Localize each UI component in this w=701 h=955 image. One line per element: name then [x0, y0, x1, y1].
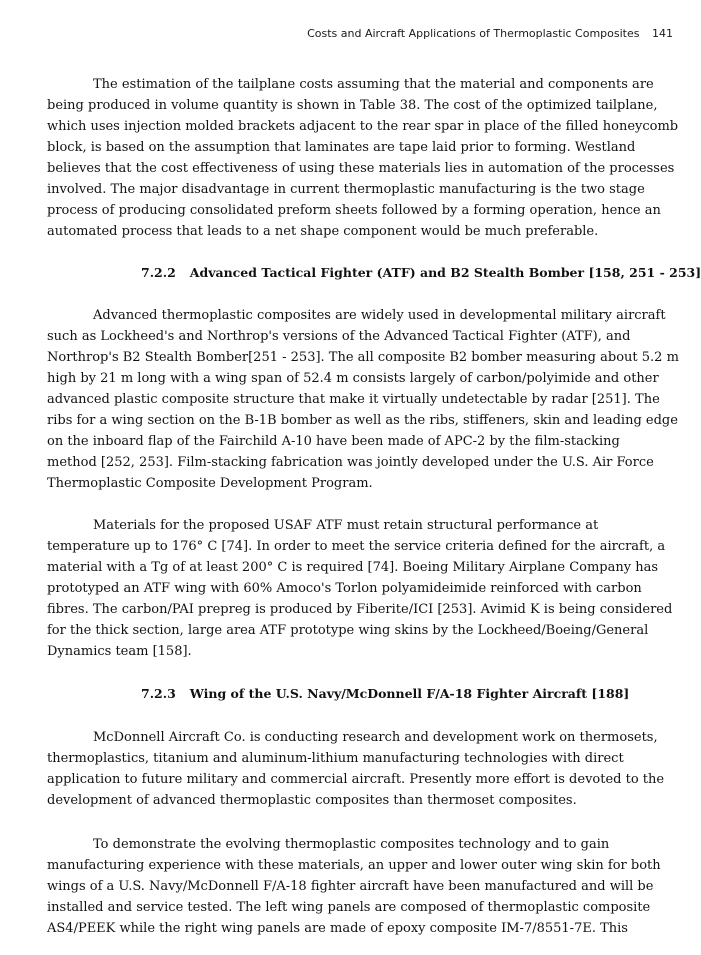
text-line: Thermoplastic Composite Development Program. [47, 476, 373, 491]
text-line: prototyped an ATF wing with 60% Amoco's Torlon polyamideimide reinforced with carbon [47, 581, 642, 596]
text-line: manufacturing experience with these materials, an upper and lower outer wing skin for both [47, 858, 661, 873]
text-line: The estimation of the tailplane costs assuming that the material and components are [93, 77, 654, 92]
section-heading-7-2-3 [141, 686, 629, 701]
text-line: Materials for the proposed USAF ATF must retain structural performance at [93, 518, 599, 533]
text-line: Dynamics team [158]. [47, 644, 192, 659]
text-line: process of producing consolidated preform sheets followed by a forming operation, hence an [47, 203, 661, 218]
text-line: involved. The major disadvantage in current thermoplastic manufacturing is the two stage [47, 182, 645, 197]
section-number: 7.2.2 [141, 265, 176, 280]
text-line: Advanced thermoplastic composites are widely used in developmental military aircraft [93, 308, 666, 323]
text-line: advanced plastic composite structure that make it virtually undetectable by radar [251]. The [47, 392, 660, 407]
text-line: development of advanced thermoplastic composites than thermoset composites. [47, 793, 577, 808]
paragraph-f-a-18-wing-skins [47, 834, 677, 939]
text-line: for the thick section, large area ATF prototype wing skins by the Lockheed/Boeing/General [47, 623, 649, 638]
page-number: 141 [652, 27, 673, 40]
section-title: Wing of the U.S. Navy/McDonnell F/A-18 Fighter Aircraft [188] [189, 686, 630, 701]
text-line: high by 21 m long with a wing span of 52.4 m consists largely of carbon/polyimide and other [47, 371, 659, 386]
section-heading-7-2-2 [141, 265, 701, 280]
text-line: automated process that leads to a net shape component would be much preferable. [47, 224, 599, 239]
text-line: thermoplastics, titanium and aluminum-lithium manufacturing technologies with direct [47, 751, 624, 766]
paragraph-mcdonnell-research [47, 727, 677, 811]
text-line: ribs for a wing section on the B-1B bomber as well as the ribs, stiffeners, skin and leading edge [47, 413, 678, 428]
paragraph-tailplane-costs [47, 74, 677, 242]
text-line: application to future military and commercial aircraft. Presently more effort is devoted to the [47, 772, 665, 787]
text-line: such as Lockheed's and Northrop's versions of the Advanced Tactical Fighter (ATF), and [47, 329, 631, 344]
paragraph-usaf-atf-materials [47, 515, 677, 662]
text-line: wings of a U.S. Navy/McDonnell F/A-18 fighter aircraft have been manufactured and will be [47, 879, 654, 894]
section-number: 7.2.3 [141, 686, 176, 701]
text-line: AS4/PEEK while the right wing panels are made of epoxy composite IM-7/8551-7E. This [47, 921, 628, 936]
text-line: being produced in volume quantity is shown in Table 38. The cost of the optimized tailplane, [47, 98, 658, 113]
paragraph-military-aircraft [47, 305, 677, 494]
text-line: on the inboard flap of the Fairchild A-10 have been made of APC-2 by the film-stacking [47, 434, 620, 449]
section-title: Advanced Tactical Fighter (ATF) and B2 Stealth Bomber [158, 251 - 253] [189, 265, 701, 280]
text-line: installed and service tested. The left wing panels are composed of thermoplastic composite [47, 900, 651, 915]
text-line: temperature up to 176° C [74]. In order to meet the service criteria defined for the aircraft, a [47, 539, 666, 554]
text-line: McDonnell Aircraft Co. is conducting research and development work on thermosets, [93, 730, 658, 745]
text-line: material with a Tg of at least 200° C is required [74]. Boeing Military Airplane Company has [47, 560, 659, 575]
text-line: which uses injection molded brackets adjacent to the rear spar in place of the filled honeycomb [47, 119, 679, 134]
running-header [307, 27, 673, 40]
text-line: fibres. The carbon/PAI prepreg is produced by Fiberite/ICI [253]. Avimid K is being considered [47, 602, 673, 617]
text-line: Northrop's B2 Stealth Bomber[251 - 253]. The all composite B2 bomber measuring about 5.2 m [47, 350, 679, 365]
text-line: To demonstrate the evolving thermoplastic composites technology and to gain [93, 837, 610, 852]
text-line: believes that the cost effectiveness of using these materials lies in automation of the processes [47, 161, 675, 176]
running-title: Costs and Aircraft Applications of Thermoplastic Composites [307, 27, 640, 40]
text-line: block, is based on the assumption that laminates are tape laid prior to forming. Westland [47, 140, 636, 155]
text-line: method [252, 253]. Film-stacking fabrication was jointly developed under the U.S. Air Force [47, 455, 654, 470]
